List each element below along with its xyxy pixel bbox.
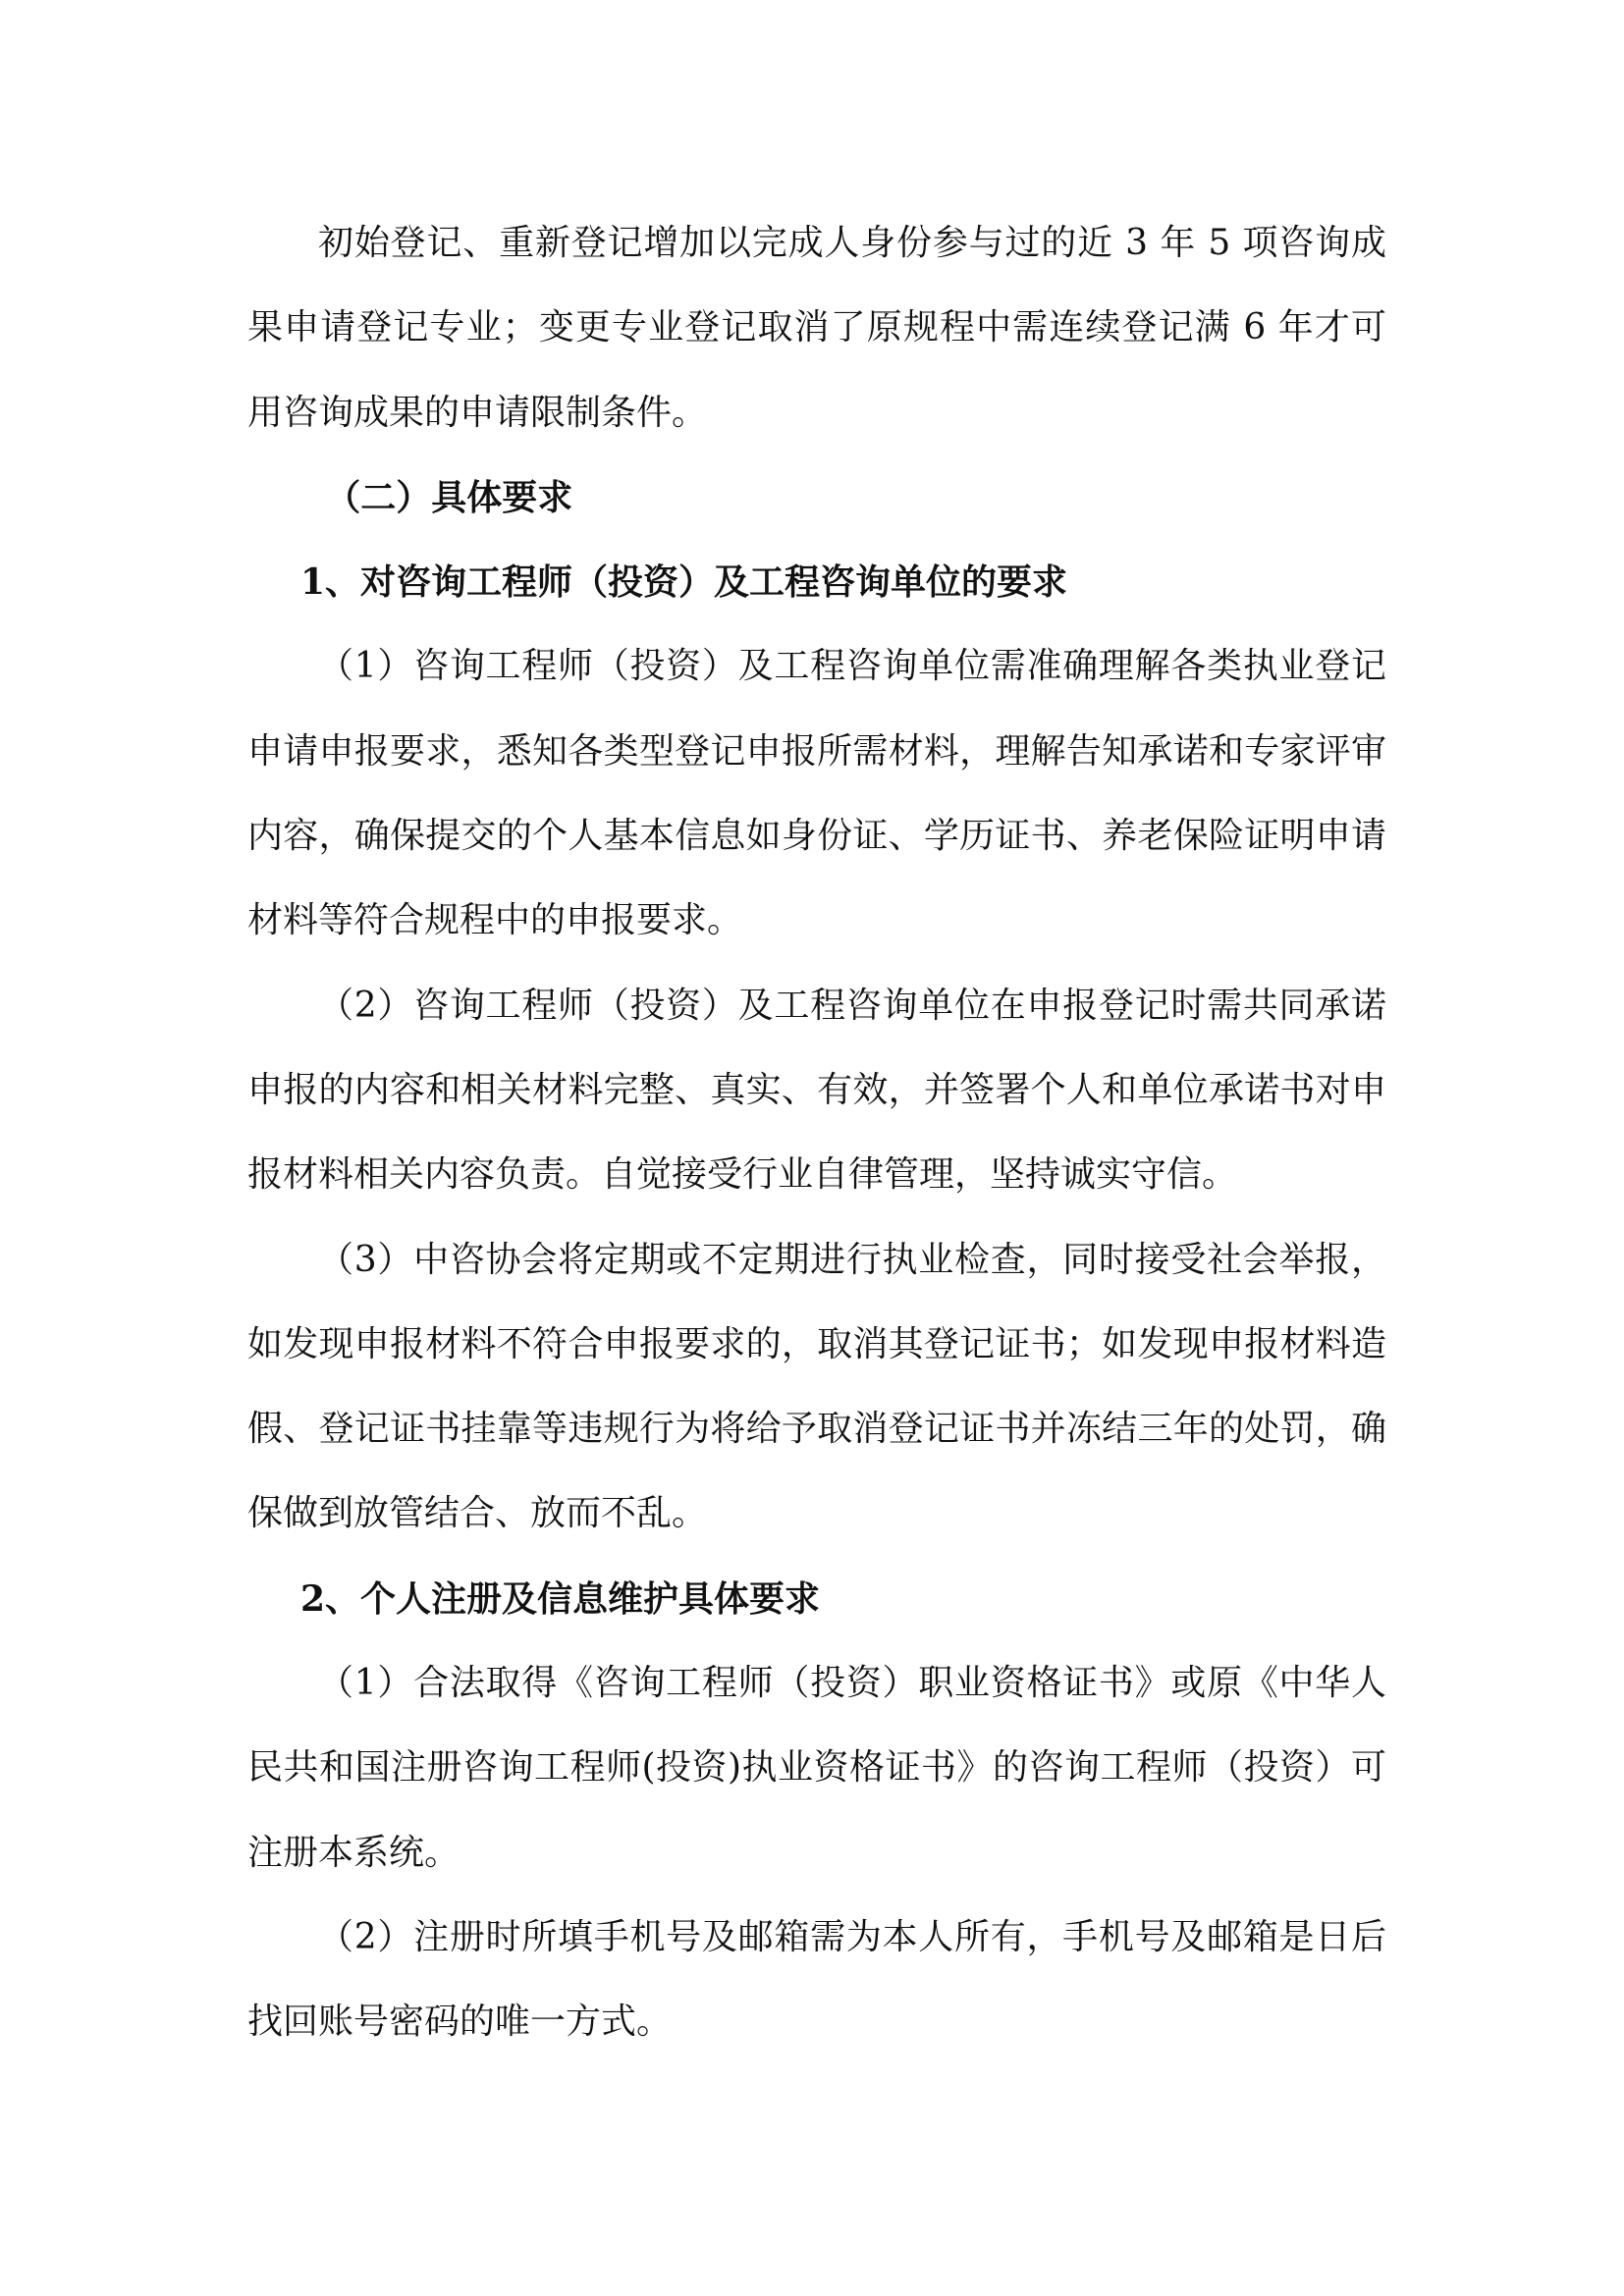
document-body xyxy=(247,201,1386,2065)
subsection-1-item-1: （1）咨询工程师（投资）及工程咨询单位需准确理解各类执业登记申请申报要求，悉知各类型登记申报所需材料，理解告知承诺和专家评审内容，确保提交的个人基本信息如身份证、学历证书、养老保险证明申请材料等符合规程中的申报要求。 xyxy=(247,646,1386,941)
intro-paragraph: 初始登记、重新登记增加以完成人身份参与过的近 3 年 5 项咨询成果申请登记专业；变更专业登记取消了原规程中需连续登记满 6 年才可用咨询成果的申请限制条件。 xyxy=(247,223,1386,433)
subsection-1-heading: 1、对咨询工程师（投资）及工程咨询单位的要求 xyxy=(300,561,1068,604)
subsection-2-item-1: （1）合法取得《咨询工程师（投资）职业资格证书》或原《中华人民共和国注册咨询工程师(投资)执业资格证书》的咨询工程师（投资）可注册本系统。 xyxy=(247,1663,1386,1873)
subsection-1-item-3: （3）中咨协会将定期或不定期进行执业检查，同时接受社会举报，如发现申报材料不符合申报要求的，取消其登记证书；如发现申报材料造假、登记证书挂靠等违规行为将给予取消登记证书并冻结三年的处罚，确保做到放管结合、放而不乱。 xyxy=(247,1239,1386,1534)
section-heading: （二）具体要求 xyxy=(325,476,573,518)
subsection-1-item-2: （2）咨询工程师（投资）及工程咨询单位在申报登记时需共同承诺申报的内容和相关材料完整、真实、有效，并签署个人和单位承诺书对申报材料相关内容负责。自觉接受行业自律管理，坚持诚实守信。 xyxy=(247,985,1386,1196)
subsection-2-item-2: （2）注册时所填手机号及邮箱需为本人所有，手机号及邮箱是日后找回账号密码的唯一方式。 xyxy=(247,1916,1386,2043)
subsection-2-heading: 2、个人注册及信息维护具体要求 xyxy=(300,1577,821,1620)
